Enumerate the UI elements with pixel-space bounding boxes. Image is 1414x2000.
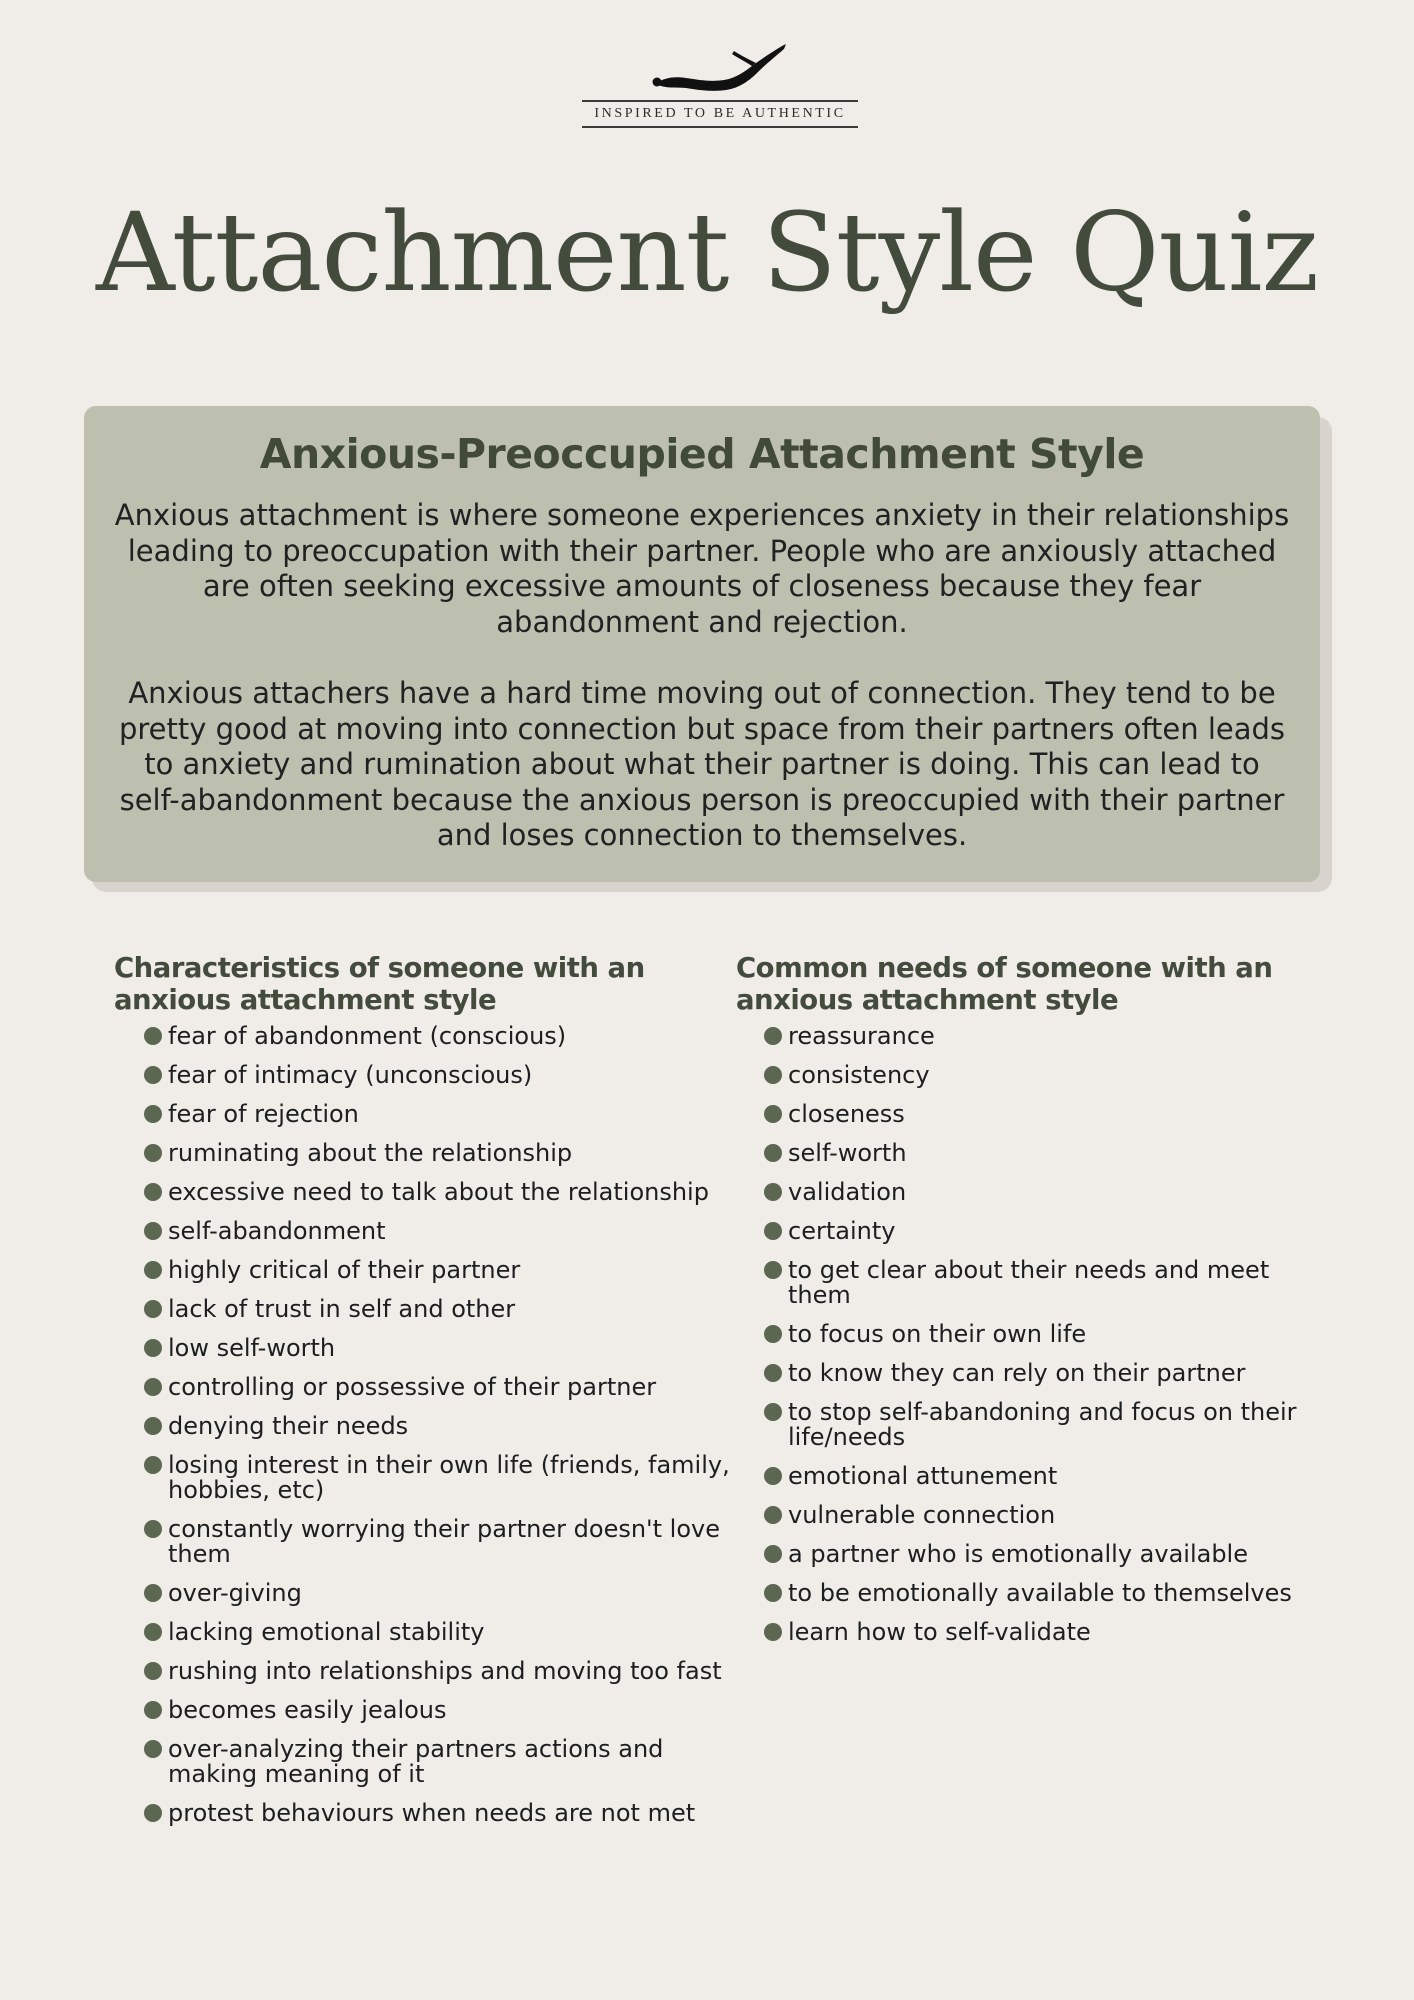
bullet-icon <box>764 1623 782 1641</box>
list-item <box>144 1336 734 1361</box>
list-item-text: lacking emotional stability <box>168 1618 485 1646</box>
list-item-text: fear of abandonment (conscious) <box>168 1022 567 1050</box>
list-item-text: rushing into relationships and moving too fast <box>168 1657 722 1685</box>
bullet-icon <box>144 1417 162 1435</box>
info-paragraph: Anxious attachment is where someone experiences anxiety in their relationships leading to preoccupation with their partner. People who are anxiously attached are often seeking excessive amounts of closeness because they fear abandonment and rejection. <box>114 498 1290 639</box>
list-item <box>144 1659 734 1684</box>
list-item <box>144 1517 734 1567</box>
list-item-text: self-abandonment <box>168 1217 386 1245</box>
bullet-icon <box>144 1300 162 1318</box>
list-item <box>764 1322 1316 1347</box>
list-item-text: highly critical of their partner <box>168 1256 521 1284</box>
logo-rule-bottom <box>582 126 858 128</box>
bullet-icon <box>764 1364 782 1382</box>
needs-column <box>736 952 1316 1659</box>
list-item-text: fear of rejection <box>168 1100 359 1128</box>
list-item-text: ruminating about the relationship <box>168 1139 573 1167</box>
needs-list <box>736 1024 1316 1645</box>
list-item-text: excessive need to talk about the relationship <box>168 1178 709 1206</box>
bullet-icon <box>144 1662 162 1680</box>
list-item <box>144 1180 734 1205</box>
bullet-icon <box>764 1261 782 1279</box>
bullet-icon <box>144 1222 162 1240</box>
bullet-icon <box>144 1339 162 1357</box>
info-box <box>84 406 1320 882</box>
bullet-icon <box>764 1066 782 1084</box>
list-item <box>144 1737 734 1787</box>
list-item-text: over-analyzing their partners actions and making meaning of it <box>168 1735 664 1788</box>
list-item <box>764 1102 1316 1127</box>
bullet-icon <box>764 1144 782 1162</box>
bullet-icon <box>764 1105 782 1123</box>
bullet-icon <box>144 1584 162 1602</box>
list-item-text: lack of trust in self and other <box>168 1295 516 1323</box>
bullet-icon <box>764 1183 782 1201</box>
list-item-text: self-worth <box>788 1139 907 1167</box>
list-item-text: over-giving <box>168 1579 302 1607</box>
list-item-text: a partner who is emotionally available <box>788 1540 1248 1568</box>
list-item <box>764 1063 1316 1088</box>
bullet-icon <box>144 1027 162 1045</box>
bullet-icon <box>144 1456 162 1474</box>
list-item <box>764 1581 1316 1606</box>
characteristics-column <box>114 952 734 1840</box>
list-item-text: fear of intimacy (unconscious) <box>168 1061 533 1089</box>
list-item-text: certainty <box>788 1217 896 1245</box>
list-item <box>764 1542 1316 1567</box>
list-item <box>144 1414 734 1439</box>
list-item <box>764 1180 1316 1205</box>
list-item-text: learn how to self-validate <box>788 1618 1091 1646</box>
logo-tagline: INSPIRED TO BE AUTHENTIC <box>594 106 846 121</box>
logo-rule-top <box>582 100 858 102</box>
bullet-icon <box>144 1623 162 1641</box>
needs-heading: Common needs of someone with an anxious attachment style <box>736 952 1273 1016</box>
bullet-icon <box>144 1740 162 1758</box>
bullet-icon <box>144 1183 162 1201</box>
list-item-text: closeness <box>788 1100 905 1128</box>
list-item <box>764 1503 1316 1528</box>
characteristics-heading: Characteristics of someone with an anxious attachment style <box>114 952 645 1016</box>
bullet-icon <box>144 1520 162 1538</box>
list-item-text: low self-worth <box>168 1334 336 1362</box>
bullet-icon <box>144 1701 162 1719</box>
list-item-text: to stop self-abandoning and focus on their life/needs <box>788 1398 1297 1451</box>
info-paragraph: Anxious attachers have a hard time moving out of connection. They tend to be pretty good at moving into connection but space from their partners often leads to anxiety and rumination about what their partner is doing. This can lead to self-abandonment because the anxious person is preoccupied with their partner and loses connection to themselves. <box>118 676 1286 852</box>
list-item <box>144 1698 734 1723</box>
bullet-icon <box>764 1027 782 1045</box>
bullet-icon <box>764 1467 782 1485</box>
list-item <box>144 1063 734 1088</box>
list-item-text: constantly worrying their partner doesn't love them <box>168 1515 720 1568</box>
list-item-text: reassurance <box>788 1022 935 1050</box>
list-item <box>764 1258 1316 1308</box>
list-item <box>764 1024 1316 1049</box>
bullet-icon <box>764 1325 782 1343</box>
bullet-icon <box>144 1804 162 1822</box>
bullet-icon <box>144 1066 162 1084</box>
list-item <box>144 1581 734 1606</box>
list-item <box>144 1375 734 1400</box>
list-item-text: to focus on their own life <box>788 1320 1087 1348</box>
list-item-text: to know they can rely on their partner <box>788 1359 1246 1387</box>
list-item <box>144 1620 734 1645</box>
bullet-icon <box>764 1584 782 1602</box>
list-item-text: to be emotionally available to themselves <box>788 1579 1292 1607</box>
list-item-text: protest behaviours when needs are not met <box>168 1799 696 1827</box>
diving-figure-icon <box>648 36 798 102</box>
brand-logo <box>580 36 860 131</box>
list-item <box>764 1464 1316 1489</box>
list-item-text: controlling or possessive of their partner <box>168 1373 657 1401</box>
bullet-icon <box>144 1378 162 1396</box>
list-item <box>144 1801 734 1826</box>
list-item <box>144 1453 734 1503</box>
list-item <box>764 1361 1316 1386</box>
list-item-text: denying their needs <box>168 1412 409 1440</box>
list-item <box>764 1400 1316 1450</box>
list-item-text: consistency <box>788 1061 930 1089</box>
list-item <box>144 1024 734 1049</box>
bullet-icon <box>764 1222 782 1240</box>
bullet-icon <box>764 1545 782 1563</box>
list-item-text: becomes easily jealous <box>168 1696 447 1724</box>
list-item <box>144 1258 734 1283</box>
list-item-text: losing interest in their own life (friends, family, hobbies, etc) <box>168 1451 730 1504</box>
info-box-heading: Anxious-Preoccupied Attachment Style <box>259 430 1145 478</box>
list-item-text: to get clear about their needs and meet them <box>788 1256 1270 1309</box>
list-item-text: validation <box>788 1178 907 1206</box>
bullet-icon <box>144 1105 162 1123</box>
list-item-text: emotional attunement <box>788 1462 1058 1490</box>
list-item <box>144 1297 734 1322</box>
list-item <box>764 1141 1316 1166</box>
bullet-icon <box>764 1403 782 1421</box>
list-item <box>764 1620 1316 1645</box>
list-item-text: vulnerable connection <box>788 1501 1056 1529</box>
list-item <box>144 1219 734 1244</box>
list-item <box>144 1141 734 1166</box>
page-title: Attachment Style Quiz <box>95 189 1319 316</box>
bullet-icon <box>764 1506 782 1524</box>
bullet-icon <box>144 1261 162 1279</box>
characteristics-list <box>114 1024 734 1826</box>
bullet-icon <box>144 1144 162 1162</box>
list-item <box>764 1219 1316 1244</box>
list-item <box>144 1102 734 1127</box>
